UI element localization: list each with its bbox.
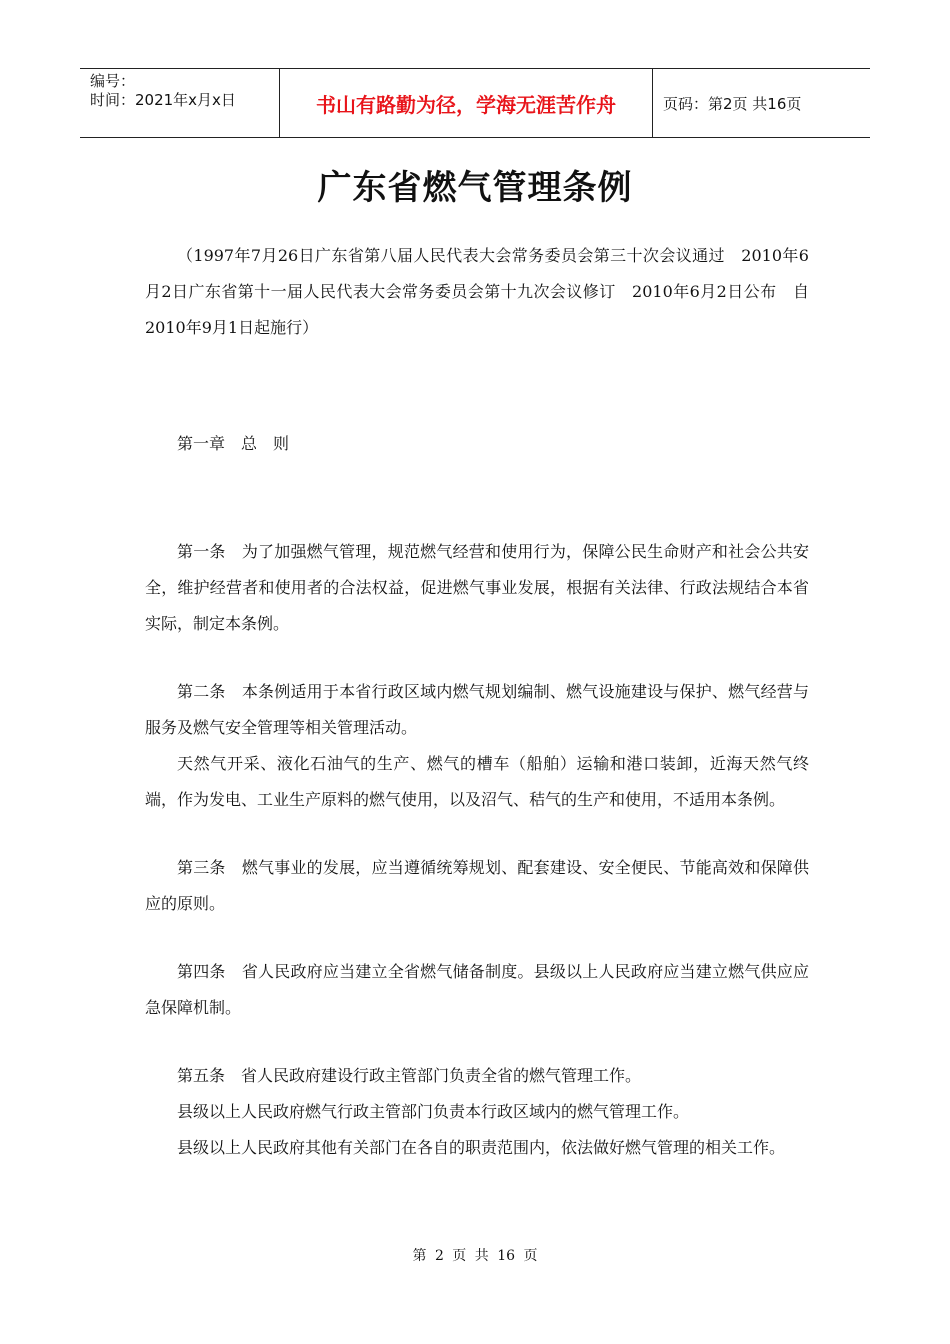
preamble: （1997年7月26日广东省第八届人民代表大会常务委员会第三十次会议通过 2010年6月2日广东省第十一届人民代表大会常务委员会第十九次会议修订 2010年6月2日公布 自2010年9月1日起施行） — [145, 246, 809, 337]
article-3: 第三条 燃气事业的发展，应当遵循统筹规划、配套建设、安全便民、节能高效和保障供应的原则。 — [145, 858, 809, 913]
document-title: 广东省燃气管理条例 — [317, 168, 633, 208]
document-body — [145, 238, 809, 1166]
article-2-para-1: 第二条 本条例适用于本省行政区域内燃气规划编制、燃气设施建设与保护、燃气经营与服务及燃气安全管理等相关管理活动。 — [145, 682, 809, 737]
time-label: 时间：2021年x月x日 — [90, 91, 236, 109]
header-page-info: 页码：第2页 共16页 — [663, 94, 802, 113]
chapter-heading: 第一章 总 则 — [177, 434, 290, 453]
header-motto: 书山有路勤为径，学海无涯苦作舟 — [280, 69, 653, 137]
article-5-para-1: 第五条 省人民政府建设行政主管部门负责全省的燃气管理工作。 — [177, 1066, 642, 1085]
article-4: 第四条 省人民政府应当建立全省燃气储备制度。县级以上人民政府应当建立燃气供应应急保障机制。 — [145, 962, 809, 1017]
article-1: 第一条 为了加强燃气管理，规范燃气经营和使用行为，保障公民生命财产和社会公共安全，维护经营者和使用者的合法权益，促进燃气事业发展，根据有关法律、行政法规结合本省实际，制定本条例。 — [145, 542, 809, 633]
article-2-para-2: 天然气开采、液化石油气的生产、燃气的槽车（船舶）运输和港口装卸，近海天然气终端，作为发电、工业生产原料的燃气使用，以及沼气、秸气的生产和使用，不适用本条例。 — [145, 754, 809, 809]
article-5-para-3: 县级以上人民政府其他有关部门在各自的职责范围内，依法做好燃气管理的相关工作。 — [177, 1138, 786, 1157]
page-header — [80, 68, 870, 138]
article-5-para-2: 县级以上人民政府燃气行政主管部门负责本行政区域内的燃气管理工作。 — [177, 1102, 690, 1121]
page-footer: 第 2 页 共 16 页 — [412, 1248, 538, 1264]
number-label: 编号： — [90, 72, 136, 90]
header-meta — [80, 69, 280, 137]
